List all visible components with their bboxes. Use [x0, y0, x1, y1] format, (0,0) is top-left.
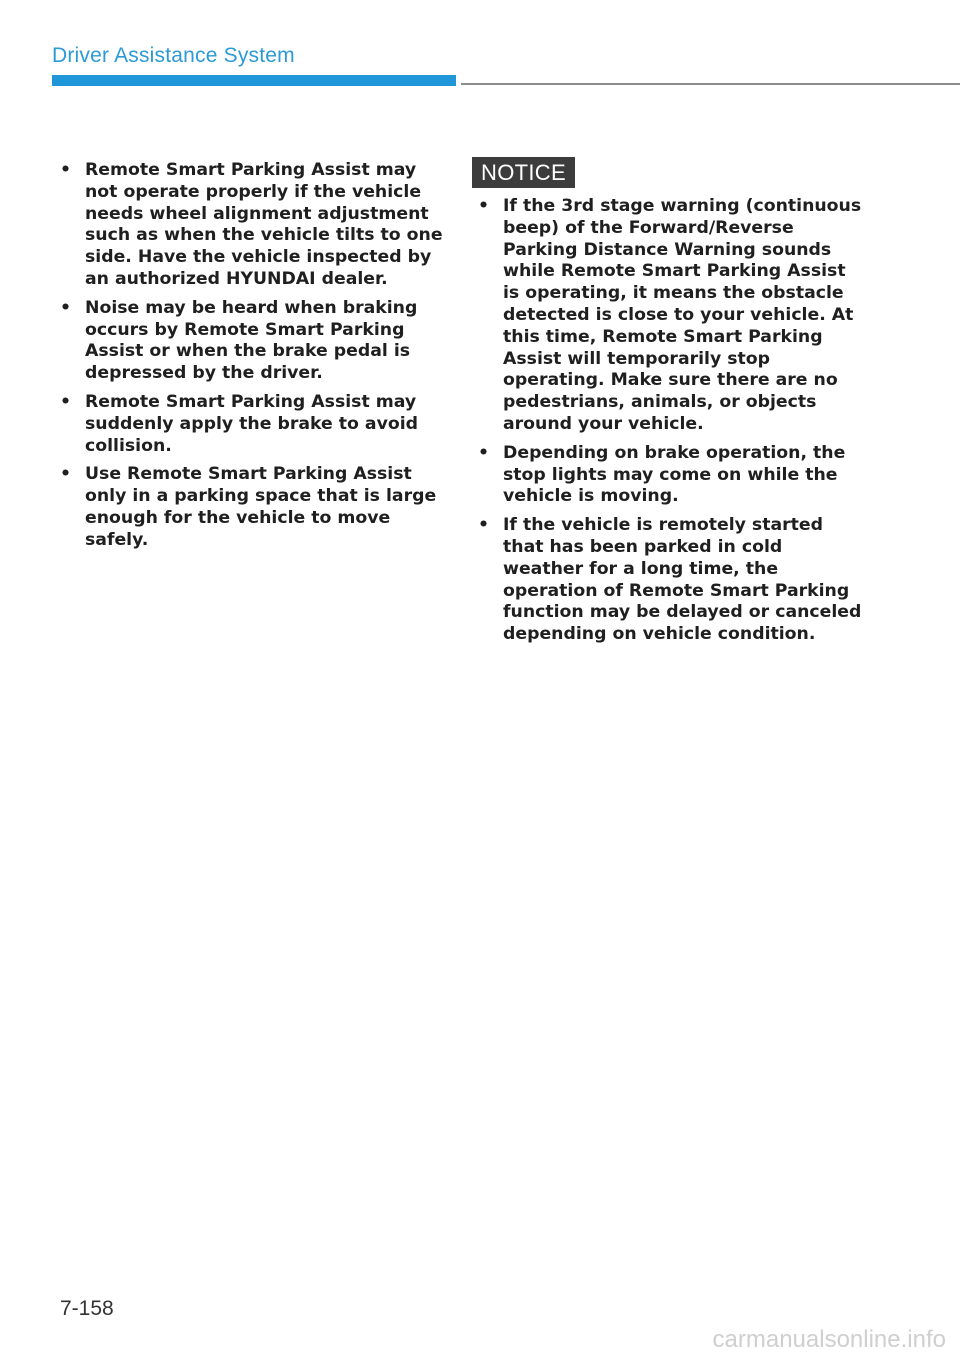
- notice-column: [472, 157, 862, 653]
- list-item-text: Depending on brake operation, the stop lights may come on while the vehicle is moving.: [503, 442, 846, 507]
- list-item-text: If the vehicle is remotely started that has been parked in cold weather for a long time, the operation of Remote Smart Parking function may be delayed or canceled depending on vehicle condition.: [503, 515, 862, 645]
- bullet-icon: •: [60, 297, 72, 318]
- bullet-icon: •: [478, 196, 490, 216]
- bullet-icon: •: [478, 515, 490, 536]
- bullet-icon: •: [60, 391, 72, 412]
- page-number: 7-158: [60, 1297, 114, 1320]
- list-item-text: Remote Smart Parking Assist may not operate properly if the vehicle needs wheel alignment adjustment such as when the vehicle tilts to one side. Have the vehicle inspected by an authorized HYUNDAI dealer.: [85, 160, 443, 289]
- bullet-icon: •: [60, 464, 72, 485]
- bullet-icon: •: [60, 160, 72, 180]
- list-item: [478, 515, 862, 646]
- list-item-text: Remote Smart Parking Assist may suddenly apply the brake to avoid collision.: [85, 391, 419, 456]
- list-item: [60, 160, 448, 291]
- header-divider-line: [461, 83, 960, 85]
- bullet-icon: •: [478, 442, 490, 463]
- list-item: [60, 464, 448, 551]
- caution-list: [60, 160, 448, 552]
- list-item-text: Use Remote Smart Parking Assist only in a parking space that is large enough for the vehicle to move safely.: [85, 464, 437, 550]
- list-item: [478, 196, 862, 436]
- watermark: carmanualsonline.info: [712, 1326, 946, 1353]
- list-item-text: Noise may be heard when braking occurs by Remote Smart Parking Assist or when the brake pedal is depressed by the driver.: [85, 297, 418, 384]
- left-column: [60, 160, 448, 559]
- list-item: [60, 298, 448, 385]
- list-item: [60, 392, 448, 457]
- header-accent-bar: [52, 75, 456, 86]
- notice-list: [478, 196, 862, 646]
- notice-label: NOTICE: [472, 157, 575, 188]
- list-item-text: If the 3rd stage warning (continuous beep) of the Forward/Reverse Parking Distance Warning sounds while Remote Smart Parking Assist is operating, it means the obstacle detected is close to your vehicle. At this time, Remote Smart Parking Assist will temporarily stop operating. Make sure there are no pedestrians, animals, or objects around your vehicle.: [503, 196, 862, 434]
- section-title: Driver Assistance System: [52, 44, 295, 67]
- list-item: [478, 443, 862, 508]
